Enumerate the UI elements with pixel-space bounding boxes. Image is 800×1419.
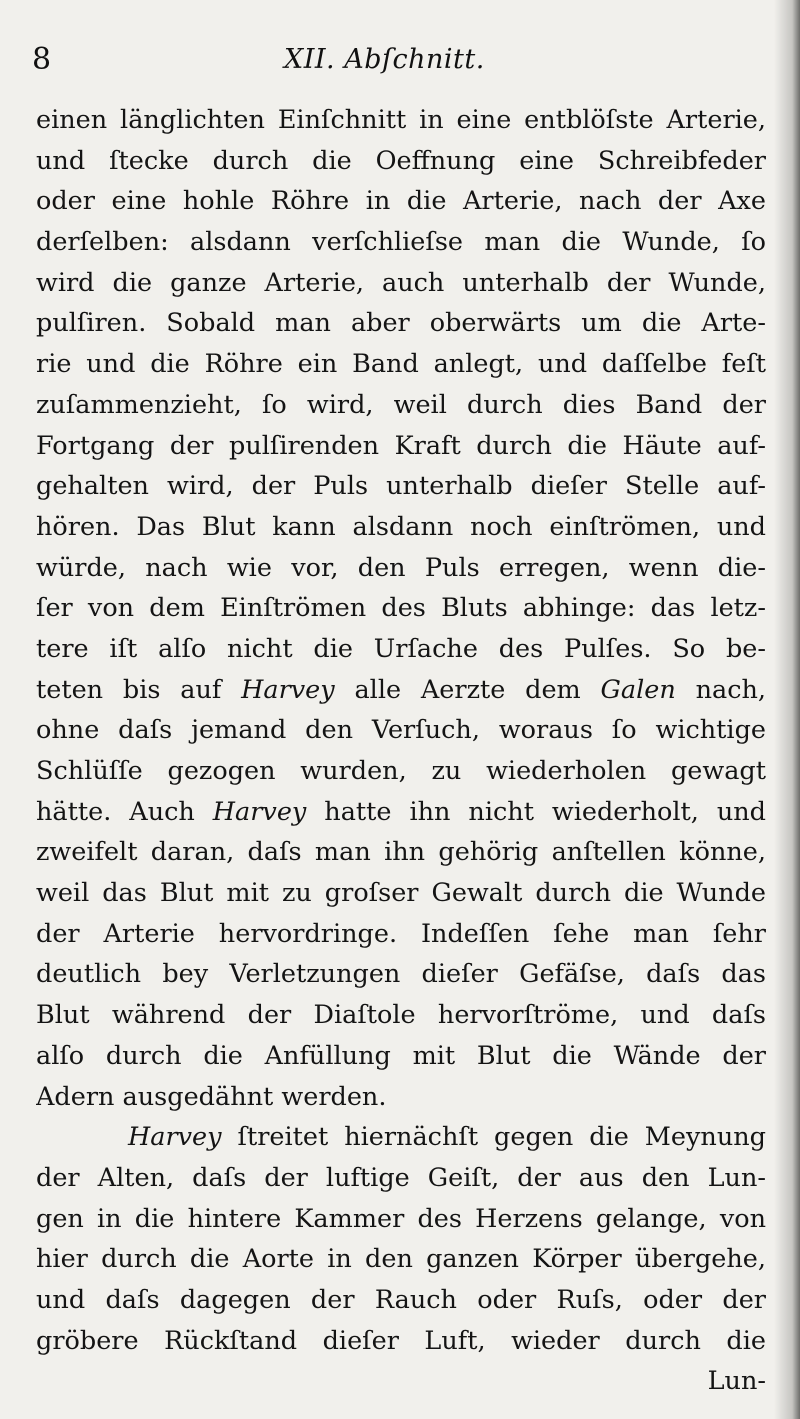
text-line: zuſammenzieht, ſo wird, weil durch dies Band der: [36, 389, 766, 420]
text-line: [36, 792, 766, 833]
text-line: gen in die hintere Kammer des Herzens gelange, von: [36, 1203, 766, 1234]
text-line: und daſs dagegen der Rauch oder Ruſs, oder der: [36, 1284, 766, 1315]
text-line: [36, 670, 766, 711]
text-line: derſelben: alsdann verſchlieſse man die Wunde, ſo: [36, 227, 766, 258]
page-header: [32, 40, 772, 84]
italic-name: Harvey: [212, 796, 307, 827]
text-line: ſer von dem Einſtrömen des Bluts abhinge: das letz-: [36, 593, 766, 624]
catchword: Lun-: [707, 1366, 766, 1397]
body-text: [36, 100, 766, 1402]
text-run: hatte ihn nicht wiederholt, und: [306, 796, 766, 827]
text-line: Fortgang der pulſirenden Kraft durch die Häute auf-: [36, 430, 766, 461]
text-line: gröbere Rückſtand dieſer Luft, wieder durch die: [36, 1325, 766, 1356]
text-run: nach,: [675, 674, 766, 705]
text-line: tere iſt alſo nicht die Urſache des Pulſes. So be-: [36, 633, 766, 664]
text-line: deutlich bey Verletzungen dieſer Gefäſse, daſs das: [36, 959, 766, 990]
text-line: Blut während der Diaſtole hervorſtröme, und daſs: [36, 1000, 766, 1031]
text-line: zweifelt daran, daſs man ihn gehörig anſtellen könne,: [36, 837, 766, 868]
text-line: hören. Das Blut kann alsdann noch einſtrömen, und: [36, 511, 766, 542]
page-number: 8: [32, 42, 52, 77]
text-line: weil das Blut mit zu groſser Gewalt durch die Wunde: [36, 878, 766, 909]
text-line: oder eine hohle Röhre in die Arterie, nach der Axe: [36, 186, 766, 217]
paragraph-last-line: Adern ausgedähnt werden.: [36, 1081, 387, 1112]
paragraph-first-line: [36, 1117, 766, 1158]
text-line: der Alten, daſs der luftige Geiſt, der aus den Lun-: [36, 1162, 766, 1193]
text-line: wird die ganze Arterie, auch unterhalb der Wunde,: [36, 267, 766, 298]
text-line: und ſtecke durch die Oeffnung eine Schreibfeder: [36, 145, 766, 176]
text-line: pulſiren. Sobald man aber oberwärts um die Arte-: [36, 308, 766, 339]
text-line: einen länglichten Einſchnitt in eine entblöſste Arterie,: [36, 105, 766, 135]
text-line: alſo durch die Anfüllung mit Blut die Wände der: [36, 1040, 766, 1071]
running-head: XII. Abſchnitt.: [284, 44, 485, 75]
page-edge-shadow: [774, 0, 800, 1419]
italic-name: Galen: [600, 674, 676, 705]
text-line: hier durch die Aorte in den ganzen Körper übergehe,: [36, 1244, 766, 1275]
text-run: alle Aerzte dem: [334, 674, 601, 705]
text-run: teten bis auf: [36, 674, 242, 705]
text-line: gehalten wird, der Puls unterhalb dieſer Stelle auf-: [36, 471, 766, 502]
text-line: würde, nach wie vor, den Puls erregen, wenn die-: [36, 552, 766, 583]
text-line: rie und die Röhre ein Band anlegt, und daſſelbe feſt: [36, 349, 766, 380]
text-line: Schlüſſe gezogen wurden, zu wiederholen gewagt: [36, 756, 766, 786]
text-line: ohne daſs jemand den Verſuch, woraus ſo wichtige: [36, 715, 766, 746]
text-run: ſtreitet hiernächſt gegen die Meynung: [221, 1122, 766, 1153]
italic-name: Harvey: [241, 674, 335, 705]
italic-name: Harvey: [128, 1122, 222, 1153]
text-run: hätte. Auch: [36, 796, 213, 827]
text-line: der Arterie hervordringe. Indeſſen ſehe man ſehr: [36, 918, 766, 949]
